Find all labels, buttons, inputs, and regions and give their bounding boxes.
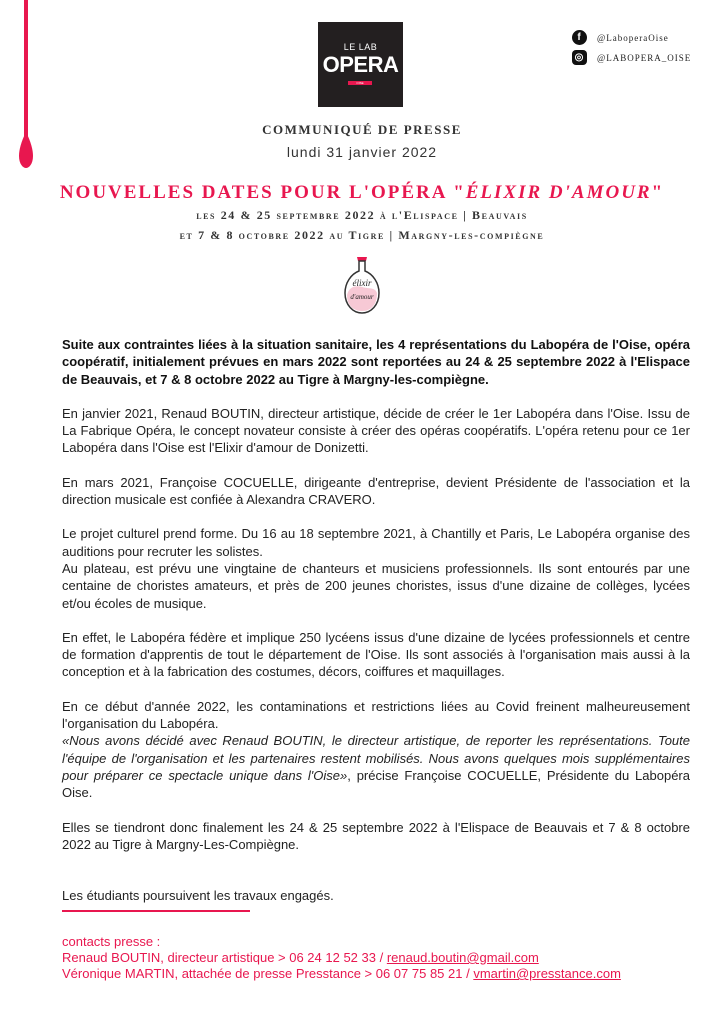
- contact-renaud-email-link[interactable]: renaud.boutin@gmail.com: [386, 950, 539, 965]
- labopera-logo: [318, 22, 403, 107]
- lead-paragraph: Suite aux contraintes liées à la situation sanitaire, les 4 représentations du Labopéra de l'Oise, opéra coopératif, initialement prévues en mars 2022 sont reportées au 24 & 25 septembre 2022 à l'Elispace de Beauvais, et 7 & 8 octobre 2022 au Tigre à Margny-les-compiègne.: [62, 337, 690, 387]
- subtitle-margny: et 7 & 8 octobre 2022 au Tigre | Margny-les-compiègne: [179, 228, 545, 242]
- logo-line-3: OISE: [348, 81, 372, 85]
- subtitle-beauvais: les 24 & 25 septembre 2022 à l'Elispace | Beauvais: [196, 208, 528, 222]
- instagram-handle[interactable]: [572, 50, 691, 65]
- instagram-handle-text: @LABOPERA_OISE: [597, 52, 692, 63]
- facebook-handle[interactable]: [572, 30, 669, 45]
- president-quote: «Nous avons décidé avec Renaud BOUTIN, le directeur artistique, de reporter les représentations. Toute l'équipe de l'organisation et les partenaires restent mobilisés. Nous avons quelques mois supplémentaires pour préparer ce spectacle unique dans l'Oise»: [62, 733, 690, 783]
- facebook-handle-text: @LaboperaOise: [597, 32, 669, 43]
- page-title: [0, 182, 724, 204]
- paragraph-3a: Le projet culturel prend forme. Du 16 au 18 septembre 2021, à Chantilly et Paris, Le Labopéra organise des auditions pour recruter les solistes.: [62, 526, 690, 559]
- svg-text:d'amour: d'amour: [350, 293, 374, 301]
- paragraph-7: Les étudiants poursuivent les travaux engagés.: [62, 888, 334, 904]
- facebook-icon: f: [572, 30, 587, 45]
- title-italic: ÉLIXIR D'AMOUR: [465, 182, 652, 203]
- quote-attribution: , précise Françoise COCUELLE, Présidente du Labopéra Oise.: [62, 767, 690, 801]
- press-release-body: [62, 336, 690, 921]
- logo-line-2: OPERA: [322, 52, 399, 77]
- instagram-icon: ◎: [572, 50, 587, 65]
- paragraph-5a: En ce début d'année 2022, les contaminations et restrictions liées au Covid freinent malheureusement l'organisation du Labopéra.: [62, 698, 690, 732]
- paragraph-3b: Au plateau, est prévu une vingtaine de chanteurs et musiciens professionnels. Ils sont entourés par une centaine de choristes amateurs, et près de 200 jeunes choristes, issus d'une dizaine de collèges, lycées et/ou écoles de musique.: [62, 560, 690, 611]
- logo-line-1: LE LAB: [343, 42, 378, 52]
- press-release-kicker: COMMUNIQUÉ DE PRESSE: [262, 122, 462, 137]
- title-suffix: ": [651, 182, 665, 203]
- paragraph-3: [62, 525, 690, 611]
- press-contacts: [62, 934, 621, 982]
- contact-veronique: [62, 966, 621, 982]
- paragraph-4: En effet, le Labopéra fédère et implique 250 lycéens issus d'une dizaine de lycées professionnels et centre de formation d'apprentis de tout le département de l'Oise. Ils sont associés à l'organisation mais aussi à la conception et à la fabrication des costumes, décors, coiffures et maquillages.: [62, 629, 690, 680]
- contacts-divider: [62, 910, 250, 912]
- elixir-bottle-icon: [335, 255, 389, 315]
- paragraph-1: En janvier 2021, Renaud BOUTIN, directeur artistique, décide de créer le 1er Labopéra dans l'Oise. Issu de La Fabrique Opéra, le concept novateur consiste à créer des opéras coopératifs. L'opéra retenu pour ce 1er Labopéra dans l'Oise est l'Elixir d'amour de Donizetti.: [62, 405, 690, 456]
- paragraph-2: En mars 2021, Françoise COCUELLE, dirigeante d'entreprise, devient Présidente de l'association et la direction musicale est confiée à Alexandra CRAVERO.: [62, 474, 690, 508]
- contact-veronique-email-link[interactable]: vmartin@presstance.com: [473, 966, 621, 981]
- contact-veronique-text: Véronique MARTIN, attachée de presse Presstance > 06 07 75 85 21 /: [62, 966, 474, 981]
- svg-text:élixir: élixir: [352, 278, 372, 288]
- contact-renaud: [62, 950, 621, 966]
- title-prefix: NOUVELLES DATES POUR L'OPÉRA ": [59, 182, 466, 203]
- release-date: lundi 31 janvier 2022: [286, 144, 438, 160]
- paragraph-5: [62, 698, 690, 802]
- contacts-heading: contacts presse :: [62, 934, 161, 949]
- paragraph-6: Elles se tiendront donc finalement les 24 & 25 septembre 2022 à l'Elispace de Beauvais et 7 & 8 octobre 2022 au Tigre à Margny-Les-Compiègne.: [62, 819, 690, 852]
- contact-renaud-text: Renaud BOUTIN, directeur artistique > 06 24 12 52 33 /: [62, 950, 387, 965]
